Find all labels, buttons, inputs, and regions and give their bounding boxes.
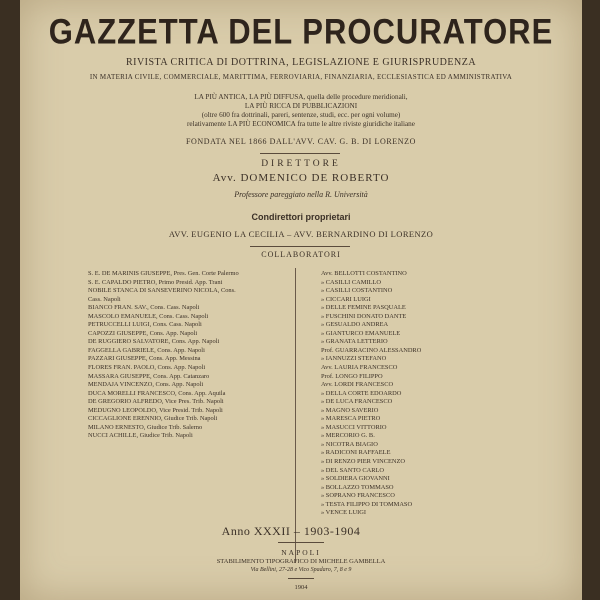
journal-subtitle-subjects: IN MATERIA CIVILE, COMMERCIALE, MARITTIMA, FERROVIARIA, FINANZIARIA, ECCLESIASTICA ED AMMINISTRATIVA [89,73,513,81]
collaborator-entry: » DEL SANTO CARLO [321,466,385,474]
collaborators-label: COLLABORATORI [261,250,341,259]
collaborator-entry: » BOLLAZZO TOMMASO [321,483,394,491]
collaborator-entry: DUCA MORELLI FRANCESCO, Cons. App. Aquila [88,389,226,397]
collaborator-entry: » IANNUZZI STEFANO [321,355,387,363]
collaborator-entry: » TESTA FILIPPO DI TOMMASO [321,500,413,508]
collaborator-entry: » CASILLI CAMILLO [321,278,381,286]
collaborator-entry: Prof. GUARRACINO ALESSANDRO [321,346,422,354]
description-line: LA PIÙ RICCA DI PUBBLICAZIONI [244,102,358,110]
collaborator-entry: » MASUCCI VITTORIO [321,423,387,431]
collaborator-entry: MENDAJA VINCENZO, Cons. App. Napoli [88,381,204,389]
owners-names: AVV. EUGENIO LA CECILIA – AVV. BERNARDINO DI LORENZO [168,229,434,239]
volume-year: Anno XXXII – 1903-1904 [221,524,361,538]
description-line: (oltre 600 fra dottrinali, pareri, sentenze, studi, ecc. per ogni volume) [201,111,401,119]
collaborator-entry: » DELLE FEMINE PASQUALE [321,304,406,312]
collaborator-entry: » RADICONI RAFFAELE [321,449,391,457]
title-page [20,0,582,600]
collaborators-left-column [88,270,239,441]
collaborator-entry: NUCCI ACHILLE, Giudice Trib. Napoli [88,432,193,440]
collaborator-entry: FLORES FRAN. PAOLO, Cons. App. Napoli [88,364,206,372]
director-role: Professore pareggiato nella R. Università [234,190,368,199]
collaborator-entry: » FUSCHINI DONATO DANTE [321,312,407,320]
founded-line: FONDATA NEL 1866 DALL'AVV. CAV. G. B. DI LORENZO [185,137,417,146]
collaborator-entry: PAZZARI GIUSEPPE, Cons. App. Messina [88,355,201,363]
publisher-city: NAPOLI [281,548,321,557]
collaborator-entry: Avv. LAURIA FRANCESCO [321,364,398,372]
column-divider [295,268,296,563]
collaborator-entry: MILANO ERNESTO, Giudice Trib. Salerno [88,423,203,431]
journal-subtitle: RIVISTA CRITICA DI DOTTRINA, LEGISLAZIONE E GIURISPRUDENZA [125,57,477,68]
collaborator-entry: » SOPRANO FRANCESCO [321,492,395,500]
collaborator-entry: CICCAGLIONE ERENNIO, Giudice Trib. Napoli [88,415,218,423]
publisher-address: Via Bellini, 27-28 e Vico Spadaro, 7, 8 e 9 [250,567,352,573]
collaborator-entry: PETRUCCELLI LUIGI, Cons. Cass. Napoli [88,321,202,329]
collaborator-entry: » GESUALDO ANDREA [321,321,389,329]
collaborator-entry: S. E. DE MARINIS GIUSEPPE, Pres. Gen. Corte Palermo [88,270,239,277]
collaborator-entry: » CICCARI LUIGI [321,295,371,303]
divider [278,542,324,543]
collaborator-entry: » DELLA CORTE EDOARDO [321,389,402,397]
collaborators-right-column [321,270,421,518]
collaborator-entry: » CASILLI COSTANTINO [321,287,393,295]
collaborator-entry: » GIANTURCO EMANUELE [321,329,401,337]
collaborator-entry: MEDUGNO LEOPOLDO, Vice Presid. Trib. Napoli [88,406,223,414]
collaborator-entry: » MAGNO SAVERIO [321,406,379,414]
collaborator-entry: BIANCO FRAN. SAV., Cons. Cass. Napoli [88,304,200,312]
collaborator-entry: DE GREGORIO ALFREDO, Vice Pres. Trib. Napoli [88,398,224,406]
owners-label: Condirettori proprietari [251,212,351,222]
collaborator-entry: MASSARA GIUSEPPE, Cons. App. Catanzaro [88,372,210,380]
collaborator-entry: » DI RENZO PIER VINCENZO [321,458,406,466]
collaborator-entry: MASCOLO EMANUELE, Cons. Cass. Napoli [88,312,209,320]
collaborator-entry: » VENCE LUIGI [321,509,366,517]
description-line: relativamente LA PIÙ ECONOMICA fra tutte le altre riviste giuridiche italiane [187,120,415,128]
director-label: DIRETTORE [261,159,341,169]
collaborator-entry: » MERCORIO G. B. [321,432,375,440]
collaborator-entry: » GRANATA LETTERIO [321,338,388,346]
collaborator-entry: NOBILE STANCA DI SANSEVERINO NICOLA, Cons. [88,287,236,295]
divider [260,153,340,154]
collaborator-entry: » MARESCA PIETRO [321,415,381,423]
publication-year: 1904 [294,584,308,591]
collaborator-entry: Avv. LORDI FRANCESCO [321,381,394,389]
collaborator-entry: Cass. Napoli [88,295,121,303]
collaborator-entry: Prof. LONGO FILIPPO [321,372,383,380]
collaborator-entry: » DE LUCA FRANCESCO [321,398,393,406]
journal-title: GAZZETTA DEL PROCURATORE [48,11,554,52]
collaborator-entry: DE RUGGIERO SALVATORE, Cons. App. Napoli [88,338,220,346]
divider [250,246,350,247]
publisher-name: STABILIMENTO TIPOGRAFICO DI MICHELE GAMBELLA [216,558,386,565]
collaborator-entry: CAPOZZI GIUSEPPE, Cons. App. Napoli [88,329,198,337]
collaborator-entry: » NICOTRA BIAGIO [321,440,378,448]
collaborator-entry: Avv. BELLOTTI COSTANTINO [321,270,407,277]
collaborator-entry: FAGGELLA GABRIELE, Cons. App. Napoli [88,346,205,354]
collaborator-entry: » SOLDIERA GIOVANNI [321,475,390,483]
description-line: LA PIÙ ANTICA, LA PIÙ DIFFUSA, quella delle procedure meridionali, [194,93,408,101]
collaborator-entry: S. E. CAPALDO PIETRO, Primo Presid. App. Trani [88,278,223,286]
director-name: Avv. DOMENICO DE ROBERTO [212,172,390,184]
divider [288,578,314,579]
